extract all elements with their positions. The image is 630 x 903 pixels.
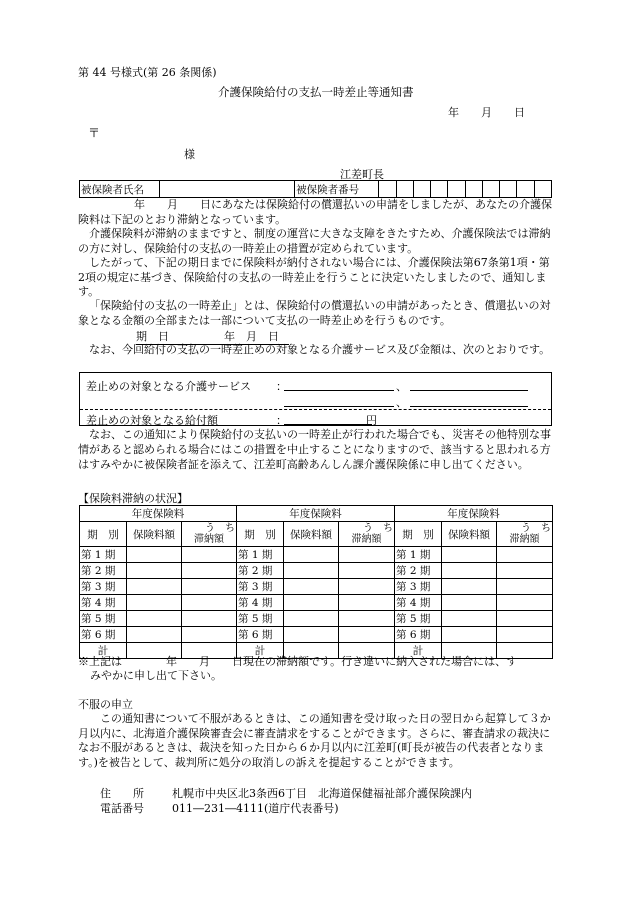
insured-info-table bbox=[79, 180, 552, 198]
period-label: 第 5 期 bbox=[395, 611, 442, 627]
period-header: 期 別 bbox=[395, 522, 442, 547]
premium-cell[interactable] bbox=[442, 579, 497, 595]
arrears-cell[interactable] bbox=[339, 611, 395, 627]
address-value: 札幌市中央区北3条西6丁目 北海道保健福祉部介護保険課内 bbox=[172, 787, 472, 800]
suspension-box bbox=[79, 372, 552, 426]
amount-field[interactable] bbox=[284, 411, 372, 425]
arrears-cell[interactable] bbox=[497, 627, 553, 643]
premium-cell[interactable] bbox=[127, 595, 182, 611]
form-id: 第 44 号様式(第 26 条関係) bbox=[78, 66, 217, 79]
total-label: 計 bbox=[395, 643, 442, 659]
objection-text: この通知書について不服があるときは、この通知書を受け取った日の翌日から起算して３か月以内に、北海道介護保険審査会に審査請求をすることができます。さらに、審査請求の裁決になお不服があるときは、裁決を知った日から６か月以内に江差町(町長が被告の代表者となります。)を被告として、裁判所に処分の取消しの訴えを提起することができます。 bbox=[78, 712, 551, 769]
insured-number-digit[interactable] bbox=[413, 181, 430, 198]
insured-number-digit[interactable] bbox=[379, 181, 396, 198]
year-header: 年度保険料 bbox=[237, 506, 395, 522]
premium-cell[interactable] bbox=[284, 563, 339, 579]
arrears-table bbox=[79, 505, 237, 659]
arrears-cell[interactable] bbox=[497, 611, 553, 627]
arrears-cell[interactable] bbox=[497, 547, 553, 563]
arrears-cell[interactable] bbox=[339, 547, 395, 563]
uchi-label: う ち bbox=[363, 523, 393, 534]
period-label: 第 6 期 bbox=[80, 627, 127, 643]
paragraph-definition: 「保険給付の支払の一時差止」とは、保険給付の償還払いの申請があったとき、償還払いの対象となる金額の全部または一部について支払の一時差止めを行うものです。 bbox=[78, 299, 551, 327]
service-label: 差止めの対象となる介護サービス bbox=[86, 380, 251, 393]
period-header: 期 別 bbox=[237, 522, 284, 547]
insured-number-digit[interactable] bbox=[482, 181, 499, 198]
service-colon: ： bbox=[276, 380, 287, 393]
premium-cell[interactable] bbox=[127, 547, 182, 563]
arrears-label: 滞納額 bbox=[194, 534, 224, 545]
service-field-2[interactable] bbox=[410, 377, 528, 391]
arrears-table bbox=[236, 505, 395, 659]
premium-cell[interactable] bbox=[127, 563, 182, 579]
insured-name-label: 被保険者氏名 bbox=[80, 181, 160, 198]
insured-number-digit[interactable] bbox=[431, 181, 448, 198]
uchi-label: う ち bbox=[205, 523, 235, 534]
arrears-cell[interactable] bbox=[339, 563, 395, 579]
premium-cell[interactable] bbox=[127, 579, 182, 595]
deadline: 期 日 年 月 日 bbox=[136, 328, 289, 345]
arrears-cell[interactable] bbox=[182, 563, 237, 579]
issue-date: 年 月 日 bbox=[448, 106, 525, 119]
dashed-divider bbox=[80, 409, 551, 410]
service-comma: 、 bbox=[396, 380, 407, 393]
objection-heading: 不服の申立 bbox=[78, 698, 133, 711]
arrears-cell[interactable] bbox=[182, 627, 237, 643]
document-title: 介護保険給付の支払一時差止等通知書 bbox=[218, 85, 414, 99]
arrears-cell[interactable] bbox=[182, 611, 237, 627]
period-label: 第 4 期 bbox=[237, 595, 284, 611]
premium-cell[interactable] bbox=[442, 563, 497, 579]
period-label: 第 5 期 bbox=[80, 611, 127, 627]
address-label: 住 所 bbox=[100, 787, 144, 800]
arrears-cell[interactable] bbox=[182, 595, 237, 611]
year-header: 年度保険料 bbox=[80, 506, 237, 522]
premium-header: 保険料額 bbox=[442, 522, 497, 547]
service-comma: 、 bbox=[396, 396, 407, 409]
insured-number-digit[interactable] bbox=[500, 181, 517, 198]
arrears-table bbox=[394, 505, 553, 659]
premium-cell[interactable] bbox=[127, 611, 182, 627]
insured-number-label: 被保険者番号 bbox=[295, 181, 379, 198]
total-label: 計 bbox=[237, 643, 284, 659]
paragraph-target: なお、今回給付の支払の一時差止めの対象となる介護サービス及び金額は、次のとおりです。 bbox=[89, 343, 551, 356]
premium-cell[interactable] bbox=[284, 611, 339, 627]
amount-colon: ： bbox=[276, 414, 287, 427]
premium-cell[interactable] bbox=[442, 547, 497, 563]
paragraph-system: 介護保険料が滞納のままですと、制度の運営に大きな支障をきたすため、介護保険法では滞納の方に対し、保険給付の支払の一時差止の措置が定められています。 bbox=[78, 227, 551, 255]
arrears-cell[interactable] bbox=[339, 579, 395, 595]
amount-label: 差止めの対象となる給付額 bbox=[86, 414, 218, 427]
period-label: 第 2 期 bbox=[395, 563, 442, 579]
arrears-cell[interactable] bbox=[182, 579, 237, 595]
issuer-name: 江差町長 bbox=[340, 168, 384, 181]
premium-cell[interactable] bbox=[284, 595, 339, 611]
period-label: 第 6 期 bbox=[237, 627, 284, 643]
period-label: 第 5 期 bbox=[237, 611, 284, 627]
premium-cell[interactable] bbox=[442, 611, 497, 627]
yen-unit: 円 bbox=[366, 414, 377, 427]
arrears-cell[interactable] bbox=[497, 579, 553, 595]
arrears-header bbox=[182, 522, 237, 547]
period-label: 第 2 期 bbox=[237, 563, 284, 579]
paragraph-decision: したがって、下記の期日までに保険料が納付されない場合には、介護保険法第67条第1項・第2項の規定に基づき、保険給付の支払の一時差止を行うことに決定いたしましたので、通知します。 bbox=[78, 256, 550, 298]
insured-number-digit[interactable] bbox=[448, 181, 465, 198]
uchi-label: う ち bbox=[521, 523, 551, 534]
premium-cell[interactable] bbox=[442, 627, 497, 643]
addressee-suffix: 様 bbox=[184, 148, 195, 161]
paragraph-arrears: 年 月 日にあなたは保険給付の償還払いの申請をしましたが、あなたの介護保険料は下記のとおり滞納となっています。 bbox=[78, 198, 552, 226]
phone-label: 電話番号 bbox=[100, 802, 144, 815]
premium-cell[interactable] bbox=[284, 547, 339, 563]
arrears-cell[interactable] bbox=[497, 595, 553, 611]
premium-cell[interactable] bbox=[127, 627, 182, 643]
arrears-header bbox=[497, 522, 553, 547]
total-label: 計 bbox=[80, 643, 127, 659]
note-line-2: みやかに申し出て下さい。 bbox=[90, 669, 222, 682]
phone-value: 011―231―4111(道庁代表番号) bbox=[172, 802, 339, 815]
service-field-3[interactable] bbox=[284, 393, 394, 407]
arrears-tables bbox=[79, 505, 551, 657]
service-field-1[interactable] bbox=[284, 377, 394, 391]
premium-header: 保険料額 bbox=[127, 522, 182, 547]
period-label: 第 2 期 bbox=[80, 563, 127, 579]
service-field-4[interactable] bbox=[410, 393, 528, 407]
status-heading: 【保険料滞納の状況】 bbox=[78, 492, 188, 505]
postal-mark: 〒 bbox=[88, 126, 101, 140]
arrears-cell[interactable] bbox=[339, 627, 395, 643]
period-label: 第 4 期 bbox=[395, 595, 442, 611]
period-label: 第 1 期 bbox=[80, 547, 127, 563]
insured-number-digit[interactable] bbox=[396, 181, 413, 198]
arrears-header bbox=[339, 522, 395, 547]
insured-number-digit[interactable] bbox=[534, 181, 551, 198]
arrears-cell[interactable] bbox=[497, 563, 553, 579]
note-line-1: ※上記は 年 月 日現在の滞納額です。行き違いに納入された場合には、す bbox=[78, 655, 518, 668]
arrears-cell[interactable] bbox=[182, 547, 237, 563]
period-label: 第 1 期 bbox=[395, 547, 442, 563]
period-label: 第 3 期 bbox=[395, 579, 442, 595]
period-label: 第 6 期 bbox=[395, 627, 442, 643]
period-header: 期 別 bbox=[80, 522, 127, 547]
premium-header: 保険料額 bbox=[284, 522, 339, 547]
premium-cell[interactable] bbox=[284, 627, 339, 643]
period-label: 第 3 期 bbox=[237, 579, 284, 595]
arrears-label: 滞納額 bbox=[509, 534, 540, 545]
arrears-label: 滞納額 bbox=[351, 534, 382, 545]
paragraph-exception: なお、この通知により保険給付の支払いの一時差止が行われた場合でも、災害その他特別な事情があると認められる場合にはこの措置を中止することになりますので、該当すると思われる方はすみやかに被保険者証を添えて、江差町高齢あんしん課介護保険係に申し出てください。 bbox=[78, 428, 551, 471]
arrears-cell[interactable] bbox=[339, 595, 395, 611]
insured-name-field[interactable] bbox=[160, 181, 295, 198]
insured-number-digit[interactable] bbox=[465, 181, 482, 198]
year-header: 年度保険料 bbox=[395, 506, 553, 522]
period-label: 第 4 期 bbox=[80, 595, 127, 611]
premium-cell[interactable] bbox=[284, 579, 339, 595]
insured-number-digit[interactable] bbox=[517, 181, 534, 198]
period-label: 第 1 期 bbox=[237, 547, 284, 563]
premium-cell[interactable] bbox=[442, 595, 497, 611]
period-label: 第 3 期 bbox=[80, 579, 127, 595]
